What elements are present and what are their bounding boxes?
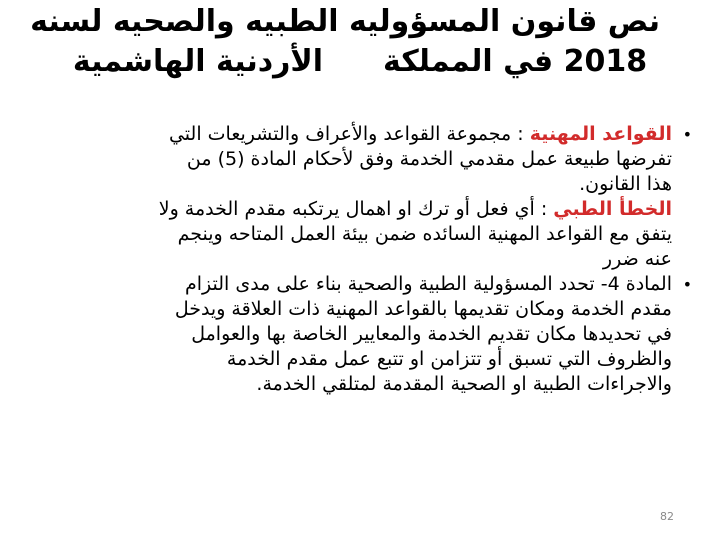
title-line-1: نص قانون المسؤوليه الطبيه والصحيه لسنه [30, 4, 660, 39]
bullet-item-definitions [60, 122, 692, 272]
title-year: 2018 [563, 44, 648, 79]
definition-2-line-3: عنه ضرر [602, 248, 672, 270]
slide-title [30, 2, 660, 82]
definition-2-text: : أي فعل أو ترك او اهمال يرتكبه مقدم الخدمة ولا [158, 198, 554, 220]
definition-2-line-1 [60, 197, 672, 222]
bullet-item-article-4 [60, 272, 692, 397]
title-line-2a: في المملكة [383, 44, 554, 79]
bullet-marker: • [682, 275, 692, 294]
bullet-marker: • [682, 125, 692, 144]
definition-1-line-1 [60, 122, 672, 147]
article-4-line-3: في تحديدها مكان تقديم الخدمة والمعايير الخاصة بها والعوامل [191, 323, 672, 345]
title-line-2b: الأردنية الهاشمية [72, 44, 324, 79]
article-4-line-4: والظروف التي تسبق أو تتزامن او تتبع عمل مقدم الخدمة [226, 348, 672, 370]
term-professional-rules: القواعد المهنية [529, 123, 672, 145]
article-4-line-2: مقدم الخدمة ومكان تقديمها بالقواعد المهنية ذات العلاقة ويدخل [174, 298, 672, 320]
term-medical-error: الخطأ الطبي [553, 198, 672, 220]
slide-body [60, 122, 692, 397]
page-number: 82 [660, 510, 674, 523]
article-4-line-1: المادة 4- تحدد المسؤولية الطبية والصحية بناء على مدى التزام [184, 273, 672, 295]
title-line-2 [60, 42, 660, 82]
definition-1-line-2: تفرضها طبيعة عمل مقدمي الخدمة وفق لأحكام المادة (5) من [186, 148, 672, 170]
definition-1-line-3: هذا القانون. [579, 173, 672, 195]
definition-2-line-2: يتفق مع القواعد المهنية السائده ضمن بيئة العمل المتاحه وينجم [177, 223, 672, 245]
article-4-line-5: والاجراءات الطبية او الصحية المقدمة لمتلقي الخدمة. [256, 373, 672, 395]
definition-1-text: : مجموعة القواعد والأعراف والتشريعات التي [168, 123, 530, 145]
